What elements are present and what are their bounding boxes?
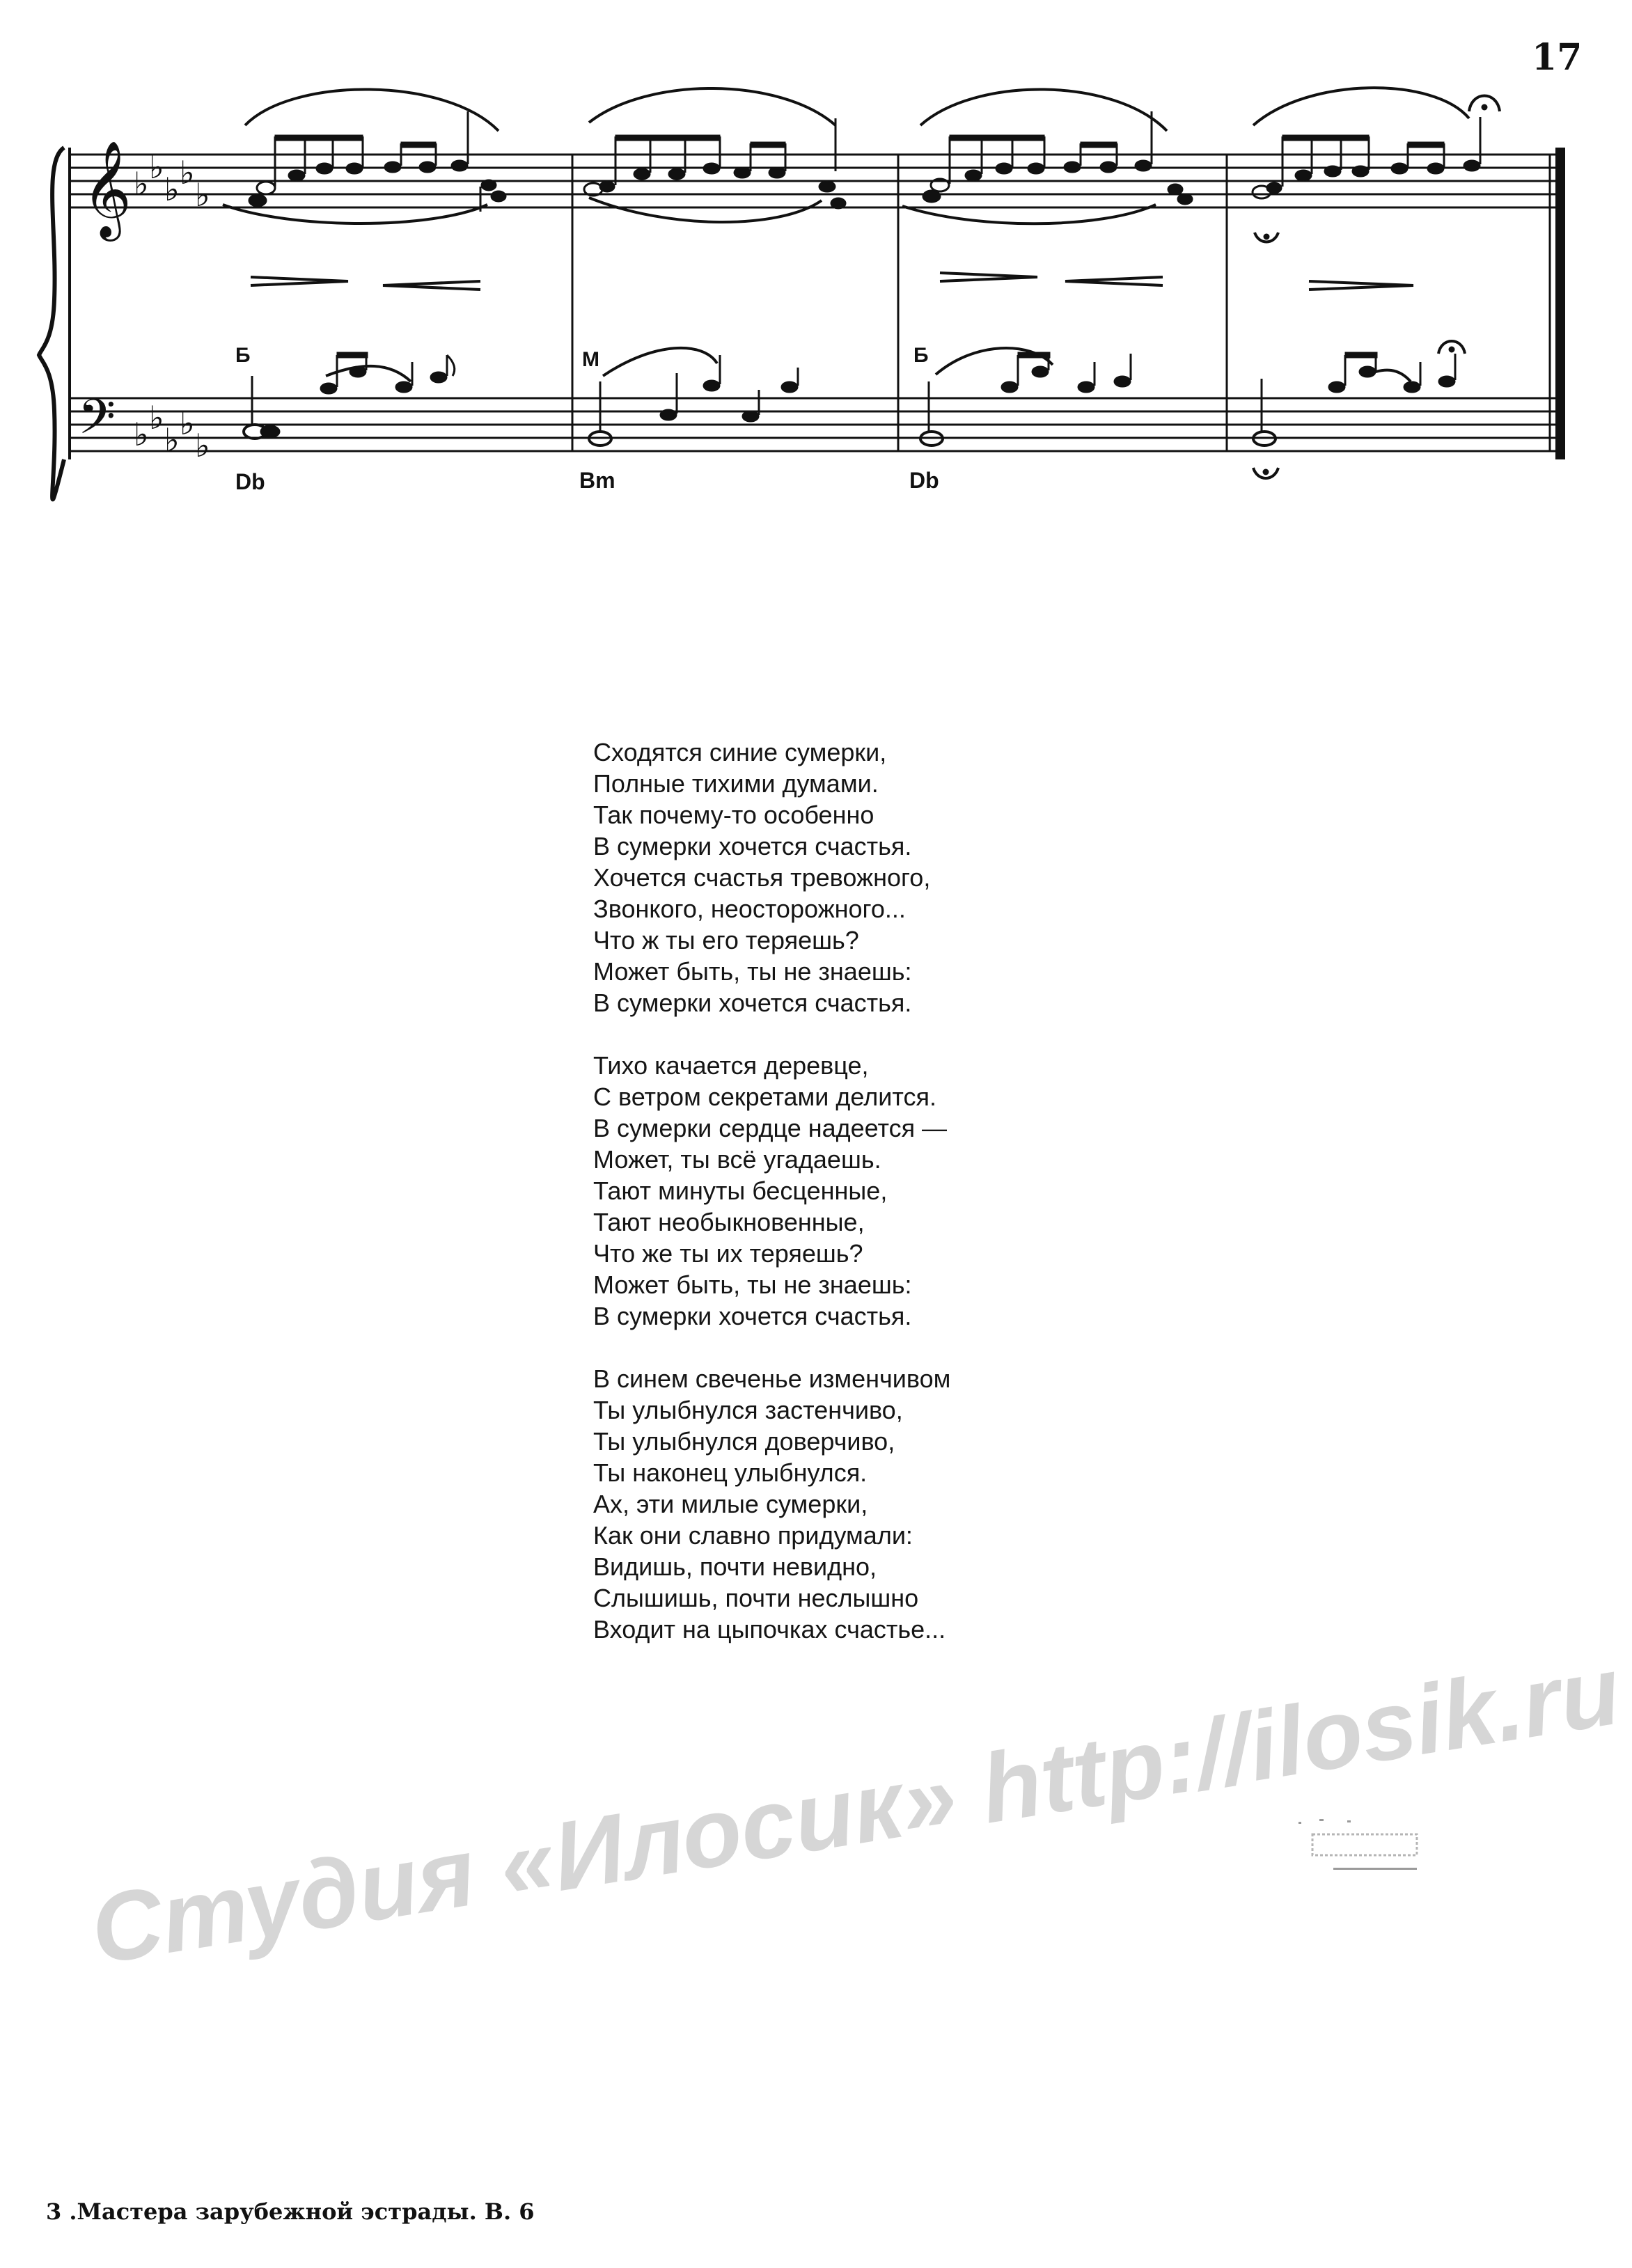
lyrics <box>593 737 1289 1676</box>
treble-clef: 𝄞 <box>82 141 132 237</box>
dynamics-hairpins <box>251 273 1413 290</box>
lyric-line: Тихо качается деревце, <box>593 1051 869 1080</box>
svg-text:♭: ♭ <box>195 176 210 214</box>
lyric-line: Может, ты всё угадаешь. <box>593 1145 881 1174</box>
lyric-line: Входит на цыпочках счастье... <box>593 1615 946 1644</box>
grand-staff-brace <box>39 148 64 499</box>
treble-staff <box>70 155 1562 207</box>
bass-clef: 𝄢 <box>78 388 116 457</box>
page-number: 17 <box>1532 36 1583 79</box>
bass-notes <box>244 341 1465 478</box>
lyric-line: Как они славно придумали: <box>593 1521 913 1550</box>
svg-text:♭: ♭ <box>195 427 210 464</box>
lyric-line: В сумерки хочется счастья. <box>593 989 912 1017</box>
lyric-line: Сходятся синие сумерки, <box>593 738 887 766</box>
lyric-line: Ты улыбнулся застенчиво, <box>593 1396 903 1424</box>
lyric-line: Может быть, ты не знаешь: <box>593 1270 912 1299</box>
stanza <box>593 1363 1289 1645</box>
bass-key-signature <box>134 399 210 464</box>
svg-text:♭: ♭ <box>149 399 164 436</box>
svg-text:♭: ♭ <box>164 171 180 208</box>
stanza <box>593 1050 1289 1332</box>
page-footer: 3 .Мастера зарубежной эстрады. В. 6 <box>46 2198 535 2225</box>
lyric-line: Что же ты их теряешь? <box>593 1239 863 1268</box>
lyric-line: Так почему-то особенно <box>593 801 874 829</box>
lyric-line: С ветром секретами делится. <box>593 1082 936 1111</box>
svg-text:♭: ♭ <box>180 154 195 191</box>
stanza <box>593 737 1289 1018</box>
treble-notes <box>223 88 1500 242</box>
lyric-line: Тают минуты бесценные, <box>593 1176 888 1205</box>
lyric-line: Ах, эти милые сумерки, <box>593 1490 868 1518</box>
bass-cue: Б <box>913 344 929 367</box>
lyric-line: Ты улыбнулся доверчиво, <box>593 1427 895 1456</box>
lyric-line: Хочется счастья тревожного, <box>593 863 931 892</box>
bass-cue: М <box>582 348 599 371</box>
watermark: Студия «Илосик» http://ilosik.ru <box>84 1635 1627 1985</box>
chord-symbol: Db <box>235 469 265 494</box>
svg-text:♭: ♭ <box>149 148 164 186</box>
lyric-line: В сумерки хочется счастья. <box>593 1302 912 1330</box>
svg-text:♭: ♭ <box>164 421 180 459</box>
lyric-line: Тают необыкновенные, <box>593 1208 865 1236</box>
svg-text:♭: ♭ <box>134 416 149 453</box>
lyric-line: Ты наконец улыбнулся. <box>593 1458 868 1487</box>
lyric-line: Звонкого, неосторожного... <box>593 895 906 923</box>
svg-text:♭: ♭ <box>134 165 149 203</box>
treble-key-signature <box>134 148 210 214</box>
bass-cue: Б <box>235 344 251 367</box>
lyric-line: В синем свеченье изменчивом <box>593 1364 951 1393</box>
bass-staff <box>70 398 1562 451</box>
music-score <box>0 0 1632 529</box>
lyric-line: Полные тихими думами. <box>593 769 879 798</box>
svg-text:♭: ♭ <box>180 404 195 442</box>
chord-symbol: Db <box>909 468 939 493</box>
lyric-line: Может быть, ты не знаешь: <box>593 957 912 986</box>
lyric-line: В сумерки сердце надеется — <box>593 1114 948 1142</box>
lyric-line: Видишь, почти невидно, <box>593 1552 877 1581</box>
lyric-line: Слышишь, почти неслышно <box>593 1584 919 1612</box>
barlines <box>572 155 1550 451</box>
lyric-line: В сумерки хочется счастья. <box>593 832 912 860</box>
final-barline <box>1555 148 1565 459</box>
lyric-line: Что ж ты его теряешь? <box>593 926 859 954</box>
chord-symbol: Bm <box>579 468 615 493</box>
